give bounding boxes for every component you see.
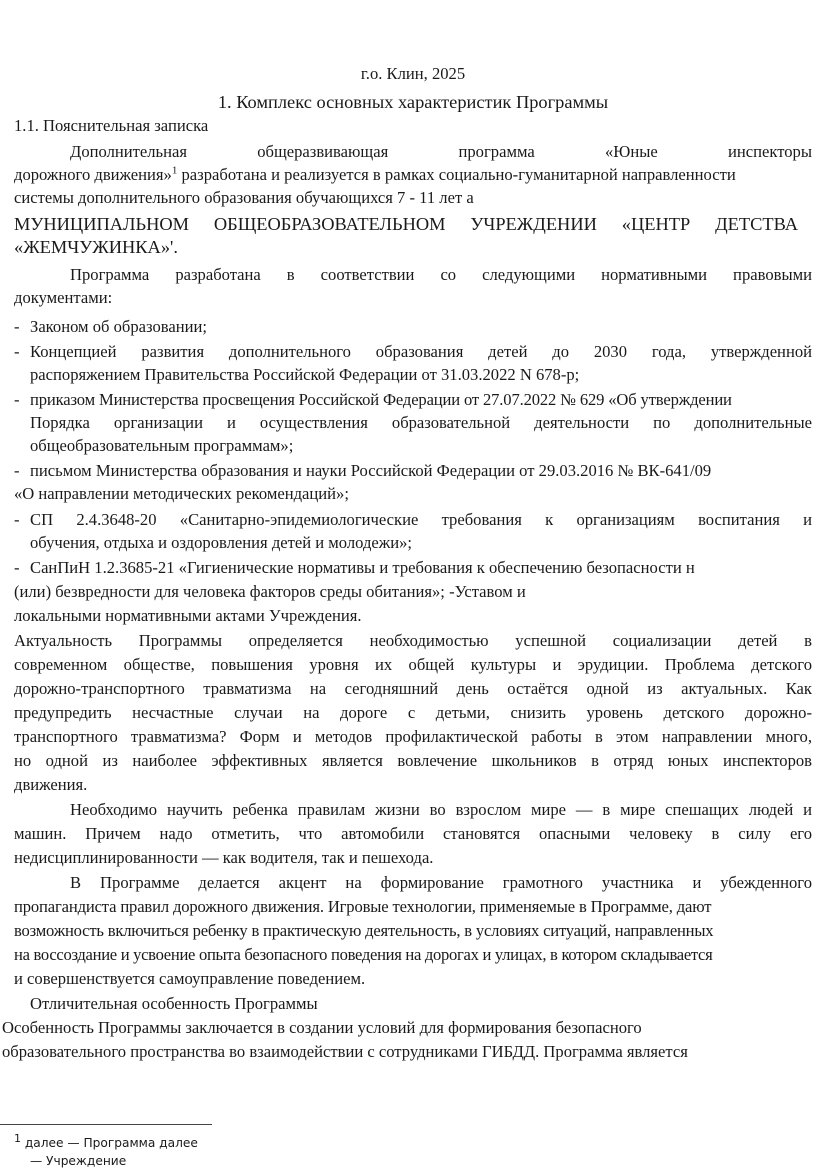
legal-item-1: Законом об образовании; (30, 317, 207, 336)
legal-item-5-line-1: СП 2.4.3648-20 «Санитарно-эпидемиологические требования к организациям воспитания и (30, 510, 812, 529)
bullet-3: - (14, 390, 20, 409)
school-name-line-2: «ЖЕМЧУЖИНКА»'. (14, 237, 178, 257)
relevance-line-4: предупредить несчастные случаи на дороге с детьми, снизить уровень детского дорожно- (14, 703, 812, 722)
accent-line-4: на воссоздание и усвоение опыта безопасного поведения на дорогах и улицах, в котором складывается (14, 945, 713, 964)
legal-item-4-line-2: «О направлении методических рекомендаций»; (14, 484, 349, 503)
relevance-line-1: Актуальность Программы определяется необходимостью успешной социализации детей в (14, 631, 812, 650)
need-line-2: машин. Причем надо отметить, что автомобили становятся опасными человеку в силу его (14, 824, 812, 843)
feature-heading: Отличительная особенность Программы (30, 994, 318, 1013)
footnote-text-1: далее — Программа далее (24, 1136, 198, 1150)
relevance-line-7: движения. (14, 775, 88, 794)
legal-intro-line-1: Программа разработана в соответствии со следующими нормативными правовыми (70, 265, 812, 284)
bullet-1: - (14, 317, 20, 336)
footnote-line-2: — Учреждение (30, 1154, 127, 1168)
relevance-line-6: но одной из наиболее эффективных является вовлечение школьников в отряд юных инспекторов (14, 751, 812, 770)
need-line-1: Необходимо научить ребенка правилам жизни во взрослом мире — в мире спешащих людей и (70, 800, 812, 819)
relevance-line-2: современном обществе, повышения уровня их общей культуры и эрудиции. Проблема детского (14, 655, 812, 674)
footnote-line-1 (14, 1131, 198, 1151)
intro-line-3: системы дополнительного образования обучающихся 7 - 11 лет а (14, 188, 474, 207)
relevance-line-5: транспортного травматизма? Форм и методов профилактической работы в этом направлении много, (14, 727, 812, 746)
legal-item-6-line-2: (или) безвредности для человека факторов среды обитания»; -Уставом и (14, 582, 526, 601)
bullet-4: - (14, 461, 20, 480)
feature-line-2: образовательного пространства во взаимодействии с сотрудниками ГИБДД. Программа является (2, 1042, 688, 1061)
legal-item-3-line-2: Порядка организации и осуществления образовательной деятельности по дополнительные (30, 413, 812, 432)
bullet-5: - (14, 510, 20, 529)
accent-line-1: В Программе делается акцент на формирование грамотного участника и убежденного (70, 873, 812, 892)
footnote-number: 1 (14, 1131, 21, 1145)
intro-line-2 (14, 165, 812, 185)
need-line-3: недисциплинированности — как водителя, так и пешехода. (14, 848, 434, 867)
city-year: г.о. Клин, 2025 (360, 64, 466, 83)
footnote-separator (0, 1124, 212, 1125)
legal-item-3-line-3: общеобразовательным программам»; (30, 436, 294, 455)
legal-intro-line-2: документами: (14, 288, 113, 307)
legal-item-3-line-1: приказом Министерства просвещения Российской Федерации от 27.07.2022 № 629 «Об утверждении (30, 390, 732, 409)
relevance-line-3: дорожно-транспортного травматизма на сегодняшний день остаётся одной из актуальных. Как (14, 679, 812, 698)
bullet-6: - (14, 558, 20, 577)
legal-item-2-line-1: Концепцией развития дополнительного образования детей до 2030 года, утвержденной (30, 342, 812, 361)
intro-line-1: Дополнительная общеразвивающая программа «Юные инспекторы (70, 142, 812, 161)
accent-line-3: возможность включиться ребенку в практическую деятельность, в условиях ситуаций, направленных (14, 921, 714, 940)
legal-item-5-line-2: обучения, отдыха и оздоровления детей и молодежи»; (30, 533, 413, 552)
legal-item-6-line-3: локальными нормативными актами Учреждения. (14, 606, 362, 625)
legal-item-4-line-1: письмом Министерства образования и науки Российской Федерации от 29.03.2016 № ВК-641/09 (30, 461, 712, 480)
feature-line-1: Особенность Программы заключается в создании условий для формирования безопасного (2, 1018, 642, 1037)
subsection-title: 1.1. Пояснительная записка (14, 116, 209, 135)
footnote-marker: 1 (171, 164, 178, 177)
intro-line-2b: разработана и реализуется в рамках социально-гуманитарной направленности (177, 165, 736, 184)
accent-line-2: пропагандиста правил дорожного движения. Игровые технологии, применяемые в Программе, дают (14, 897, 712, 916)
legal-item-6-line-1: СанПиН 1.2.3685-21 «Гигиенические нормативы и требования к обеспечению безопасности н (30, 558, 695, 577)
bullet-2: - (14, 342, 20, 361)
accent-line-5: и совершенствуется самоуправление поведением. (14, 969, 366, 988)
section-title: 1. Комплекс основных характеристик Программы (217, 92, 609, 112)
intro-line-2a: дорожного движения» (14, 165, 172, 184)
school-name-line-1: МУНИЦИПАЛЬНОМ ОБЩЕОБРАЗОВАТЕЛЬНОМ УЧРЕЖДЕНИИ «ЦЕНТР ДЕТСТВА (14, 214, 798, 234)
legal-item-2-line-2: распоряжением Правительства Российской Федерации от 31.03.2022 N 678-р; (30, 365, 580, 384)
